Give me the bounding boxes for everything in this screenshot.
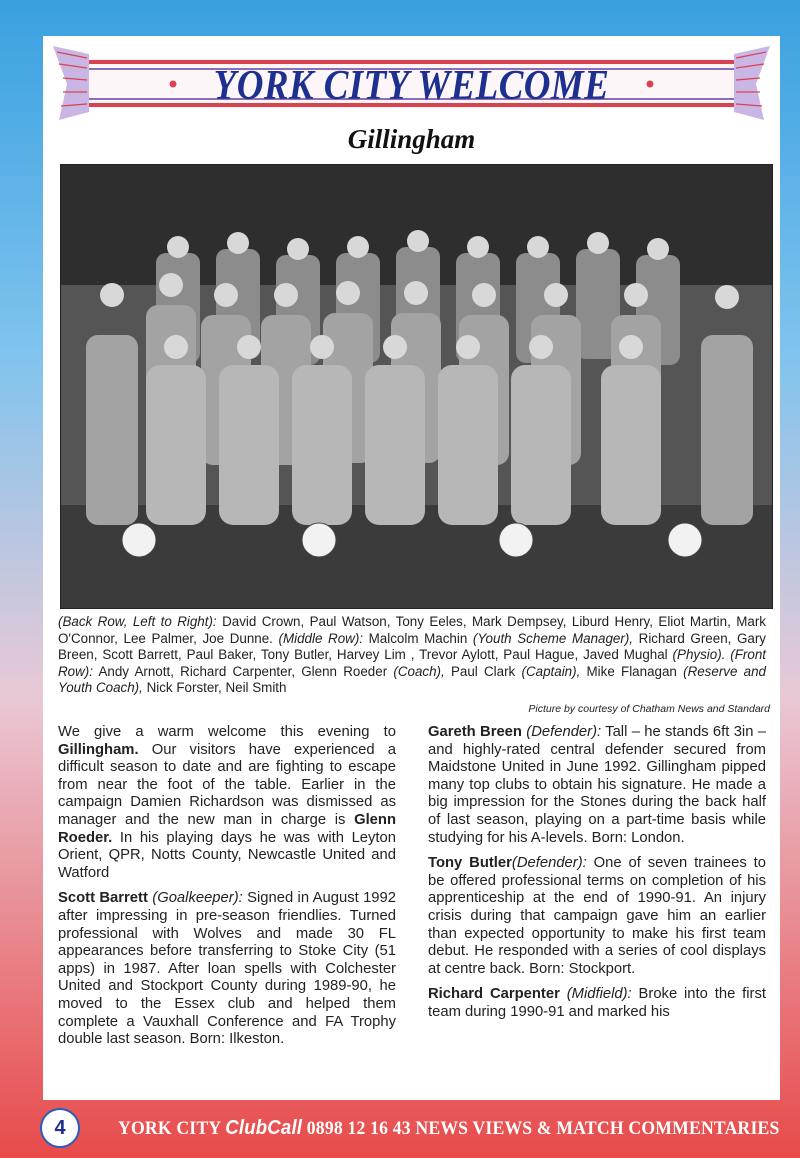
scarf-banner [53, 44, 770, 122]
team-photo-graphic [61, 165, 773, 609]
banner-title: YORK CITY WELCOME [213, 63, 610, 109]
profile-scott-barrett: Scott Barrett (Goalkeeper): Signed in August 1992 after impressing in pre-season friendlies. Turned professional with Wolves and made 30 FL appearances before transferring to Stoke City (51 apps) in 1987. After loan spells with Colchester United and Stockport County during 1989-90, he moved to the Essex club and helped them complete a Vauxhall Conference and FA Trophy double last season. Born: Ilkeston. [58, 890, 396, 1048]
left-column [58, 724, 396, 1057]
page-subtitle: Gillingham [347, 124, 476, 154]
right-column [428, 724, 766, 1030]
photo-caption: (Back Row, Left to Right): David Crown, Paul Watson, Tony Eeles, Mark Dempsey, Liburd Henry, Eliot Martin, Mark O'Connor, Lee Palmer, Joe Dunne. (Middle Row): Malcolm Machin (Youth Scheme Manager), Richard Green, Gary Breen, Scott Barrett, Paul Baker, Tony Butler, Harvey Lim , Trevor Aylott, Paul Hague, Javed Mughal (Physio). (Front Row): Andy Arnott, Richard Carpenter, Glenn Roeder (Coach), Paul Clark (Captain), Mike Flanagan (Reserve and Youth Coach), Nick Forster, Neil Smith [58, 614, 767, 696]
profile-richard-carpenter: Richard Carpenter (Midfield): Broke into the first team during 1990-91 and marked his [428, 986, 766, 1020]
page-panel [43, 36, 780, 1100]
team-photo [60, 164, 773, 609]
intro-paragraph: We give a warm welcome this evening to Gillingham. Our visitors have experienced a difficult season to date and are fighting to escape from near the foot of the table. Earlier in the campaign Damien Richardson was dismissed as manager and the new man in charge is Glenn Roeder. In his playing days he was with Leyton Orient, QPR, Notts County, Newcastle United and Watford [58, 724, 396, 881]
photo-credit: Picture by courtesy of Chatham News and Standard [528, 703, 770, 715]
profile-gareth-breen: Gareth Breen (Defender): Tall – he stands 6ft 3in – and highly-rated central defender secured from Maidstone United in June 1992. Gillingham pipped many top clubs to obtain his signature. He made a big impression for the Stones during the back half of last season, playing on a part-time basis while studying for his A-levels. Born: London. [428, 724, 766, 846]
clubcall-advert: YORK CITY ClubCall 0898 12 16 43 NEWS VIEWS & MATCH COMMENTARIES [118, 1117, 780, 1139]
footer-bar [0, 1100, 800, 1158]
profile-tony-butler: Tony Butler(Defender): One of seven trainees to be offered professional terms on completion of his apprenticeship at the end of 1990-91. An injury crisis during that campaign gave him an earlier than expected opportunity to make his first team debut. He responded with a series of cool displays at centre back. Born: Stockport. [428, 855, 766, 977]
page-number-ball: 4 [40, 1108, 80, 1148]
